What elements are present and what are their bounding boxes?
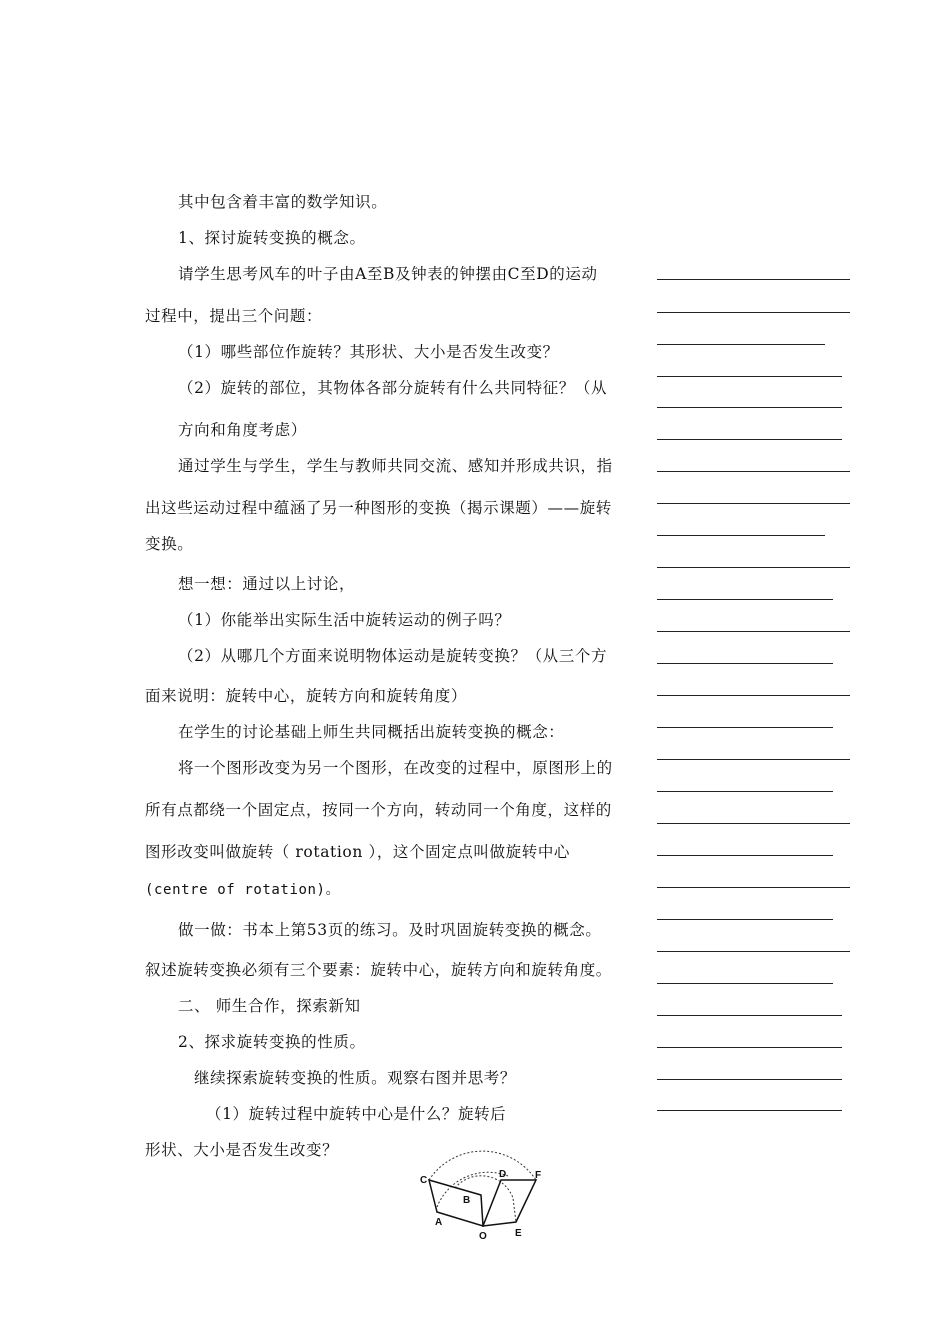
note-blank-line[interactable] <box>657 471 850 472</box>
note-blank-line[interactable] <box>657 823 850 824</box>
section-heading: 二、 师生合作，探索新知 <box>178 996 361 1015</box>
rotation-arc-outer <box>429 1151 536 1180</box>
note-blank-line[interactable] <box>657 951 850 952</box>
text-line: 在学生的讨论基础上师生共同概括出旋转变换的概念： <box>178 722 565 741</box>
note-blank-line[interactable] <box>657 1110 842 1111</box>
text-line: 形状、大小是否发生改变？ <box>145 1140 339 1159</box>
text-line: 其中包含着丰富的数学知识。 <box>178 192 388 211</box>
note-blank-line[interactable] <box>657 535 825 536</box>
point-label-o: O <box>479 1231 487 1242</box>
point-label-a: A <box>435 1217 443 1228</box>
note-blank-line[interactable] <box>657 439 842 440</box>
text-line: (centre of rotation)。 <box>145 882 341 898</box>
note-blank-line[interactable] <box>657 887 850 888</box>
point-label-b: B <box>463 1195 471 1206</box>
note-blank-line[interactable] <box>657 663 833 664</box>
text-line: 通过学生与学生，学生与教师共同交流、感知并形成共识，指 <box>178 456 613 475</box>
note-blank-line[interactable] <box>657 855 833 856</box>
note-blank-line[interactable] <box>657 312 850 313</box>
point-label-c: C <box>420 1175 428 1186</box>
text-line: 出这些运动过程中蕴涵了另一种图形的变换（揭示课题）——旋转 <box>145 498 612 517</box>
note-blank-line[interactable] <box>657 503 850 504</box>
text-line: 面来说明：旋转中心，旋转方向和旋转角度） <box>145 686 468 705</box>
text-line: 1、探讨旋转变换的概念。 <box>178 228 366 247</box>
note-blank-line[interactable] <box>657 727 833 728</box>
note-blank-line[interactable] <box>657 344 825 345</box>
note-blank-line[interactable] <box>657 631 850 632</box>
note-blank-line[interactable] <box>657 599 833 600</box>
text-line: （2）旋转的部位，其物体各部分旋转有什么共同特征？（从 <box>178 378 608 397</box>
text-line: （1）你能举出实际生活中旋转运动的例子吗？ <box>178 610 511 629</box>
note-blank-line[interactable] <box>657 919 833 920</box>
note-blank-line[interactable] <box>657 376 842 377</box>
note-blank-line[interactable] <box>657 759 850 760</box>
text-line: 方向和角度考虑） <box>178 420 307 439</box>
quadrilateral-rotated <box>483 1180 536 1226</box>
note-blank-line[interactable] <box>657 1079 842 1080</box>
note-blank-line[interactable] <box>657 1047 842 1048</box>
note-blank-line[interactable] <box>657 983 833 984</box>
point-label-f: F <box>535 1170 542 1181</box>
text-line: 图形改变叫做旋转（ rotation ），这个固定点叫做旋转中心 <box>145 842 571 861</box>
text-line: （2）从哪几个方面来说明物体运动是旋转变换？（从三个方 <box>178 646 608 665</box>
text-line: 想一想：通过以上讨论， <box>178 574 356 593</box>
point-label-e: E <box>515 1228 522 1239</box>
text-line: 2、探求旋转变换的性质。 <box>178 1032 366 1051</box>
note-blank-line[interactable] <box>657 1015 842 1016</box>
text-line: 继续探索旋转变换的性质。观察右图并思考？ <box>194 1068 517 1087</box>
note-blank-line[interactable] <box>657 407 842 408</box>
rotation-diagram <box>405 1150 565 1245</box>
note-blank-line[interactable] <box>657 567 850 568</box>
text-line: 过程中，提出三个问题： <box>145 306 323 325</box>
text-line: 所有点都绕一个固定点，按同一个方向，转动同一个角度，这样的 <box>145 800 612 819</box>
note-blank-line[interactable] <box>657 791 833 792</box>
point-label-d: D <box>499 1169 507 1180</box>
text-line: 叙述旋转变换必须有三个要素：旋转中心，旋转方向和旋转角度。 <box>145 960 612 979</box>
text-line: 将一个图形改变为另一个图形，在改变的过程中，原图形上的 <box>178 758 613 777</box>
text-line: 请学生思考风车的叶子由A至B及钟表的钟摆由C至D的运动 <box>178 264 598 283</box>
text-line: （1）哪些部位作旋转？其形状、大小是否发生改变？ <box>178 342 559 361</box>
text-line: （1）旋转过程中旋转中心是什么？旋转后 <box>206 1104 507 1123</box>
note-blank-line[interactable] <box>657 695 850 696</box>
text-line: 变换。 <box>145 534 194 553</box>
text-line: 做一做：书本上第53页的练习。及时巩固旋转变换的概念。 <box>178 920 602 939</box>
note-blank-line[interactable] <box>657 279 850 280</box>
